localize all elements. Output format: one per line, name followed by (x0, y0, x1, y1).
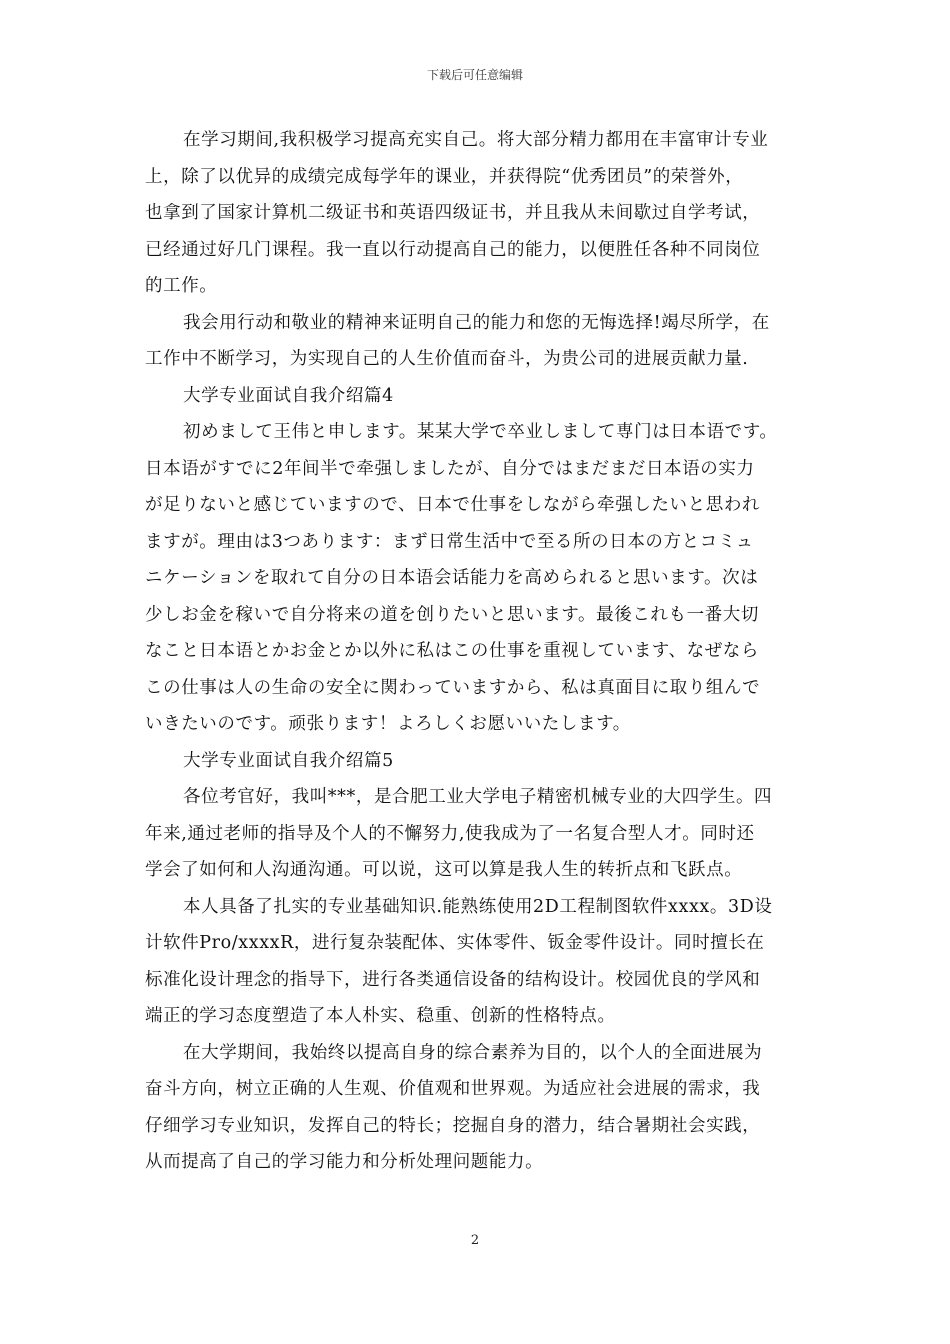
paragraph-line: 从而提高了自己的学习能力和分析处理问题能力。 (145, 1152, 544, 1172)
paragraph-line: が足りないと感じていますので、日本で仕事をしながら牵强したいと思われ (145, 495, 761, 515)
document-body (145, 122, 809, 1181)
paragraph-line: ニケーションを取れて自分の日本语会话能力を高められると思います。次は (145, 568, 759, 588)
paragraph-line: ますが。理由は3つあります：まず日常生活中で至る所の日本の方とコミュ (145, 531, 754, 552)
paragraph-line: 标准化设计理念的指导下，进行各类通信设备的结构设计。校园优良的学风和 (145, 969, 761, 990)
paragraph-line: 端正的学习态度塑造了本人朴实、稳重、创新的性格特点。 (145, 1006, 616, 1026)
section-heading: 大学专业面试自我介绍篇5 (183, 750, 394, 771)
page-header: 下载后可任意编辑 (426, 68, 523, 82)
paragraph-line: 计软件Pro/xxxxR，进行复杂装配体、实体零件、钣金零件设计。同时擅长在 (145, 933, 765, 953)
paragraph-line: 初めまして王伟と申します。某某大学で卒业しまして専门は日本语です。 (183, 422, 778, 442)
paragraph-line: なこと日本语とかお金とか以外に私はこの仕事を重视しています、なぜなら (145, 641, 759, 661)
paragraph-line: いきたいのです。顽张ります！よろしくお愿いいたします。 (145, 714, 631, 734)
paragraph-line: 本人具备了扎实的专业基础知识.能熟练使用2D工程制图软件xxxx。3D设 (183, 896, 773, 917)
paragraph-line: 上，除了以优异的成绩完成每学年的课业，并获得院“优秀团员”的荣誉外， (145, 166, 744, 187)
paragraph-line: 少しお金を稼いで自分将来の道を创りたいと思います。最後これも一番大切 (145, 604, 759, 625)
paragraph-line: 奋斗方向，树立正确的人生观、价值观和世界观。为适应社会进展的需求，我 (145, 1079, 761, 1099)
paragraph-line: 各位考官好，我叫***，是合肥工业大学电子精密机械专业的大四学生。四 (183, 787, 773, 807)
paragraph-line: 日本语がすでに2年间半で牵强しましたが、自分ではまだまだ日本语の实力 (145, 458, 755, 479)
paragraph-line: この仕事は人の生命の安全に関わっていますから、私は真面目に取り组んで (145, 677, 761, 698)
paragraph-line: 在大学期间，我始终以提高自身的综合素养为目的，以个人的全面进展为 (183, 1042, 763, 1063)
paragraph-line: 也拿到了国家计算机二级证书和英语四级证书，并且我从未间歇过自学考试， (145, 203, 761, 223)
page-number: 2 (470, 1233, 480, 1248)
paragraph-line: 仔细学习专业知识，发挥自己的特长；挖掘自身的潜力，结合暑期社会实践， (145, 1115, 761, 1136)
paragraph-line: 已经通过好几门课程。我一直以行动提高自己的能力，以便胜任各种不同岗位 (145, 239, 761, 260)
paragraph-line: 我会用行动和敬业的精神来证明自己的能力和您的无悔选择!竭尽所学，在 (183, 312, 770, 333)
paragraph-line: 年来,通过老师的指导及个人的不懈努力,使我成为了一名复合型人才。同时还 (145, 823, 755, 844)
paragraph-line: 学会了如何和人沟通沟通。可以说，这可以算是我人生的转折点和飞跃点。 (145, 860, 743, 880)
paragraph-line: 工作中不断学习，为实现自己的人生价值而奋斗，为贵公司的进展贡献力量. (145, 349, 749, 369)
paragraph-line: 的工作。 (145, 276, 218, 296)
section-heading: 大学专业面试自我介绍篇4 (183, 385, 394, 406)
paragraph-line: 在学习期间,我积极学习提高充实自己。将大部分精力都用在丰富审计专业 (183, 130, 769, 150)
